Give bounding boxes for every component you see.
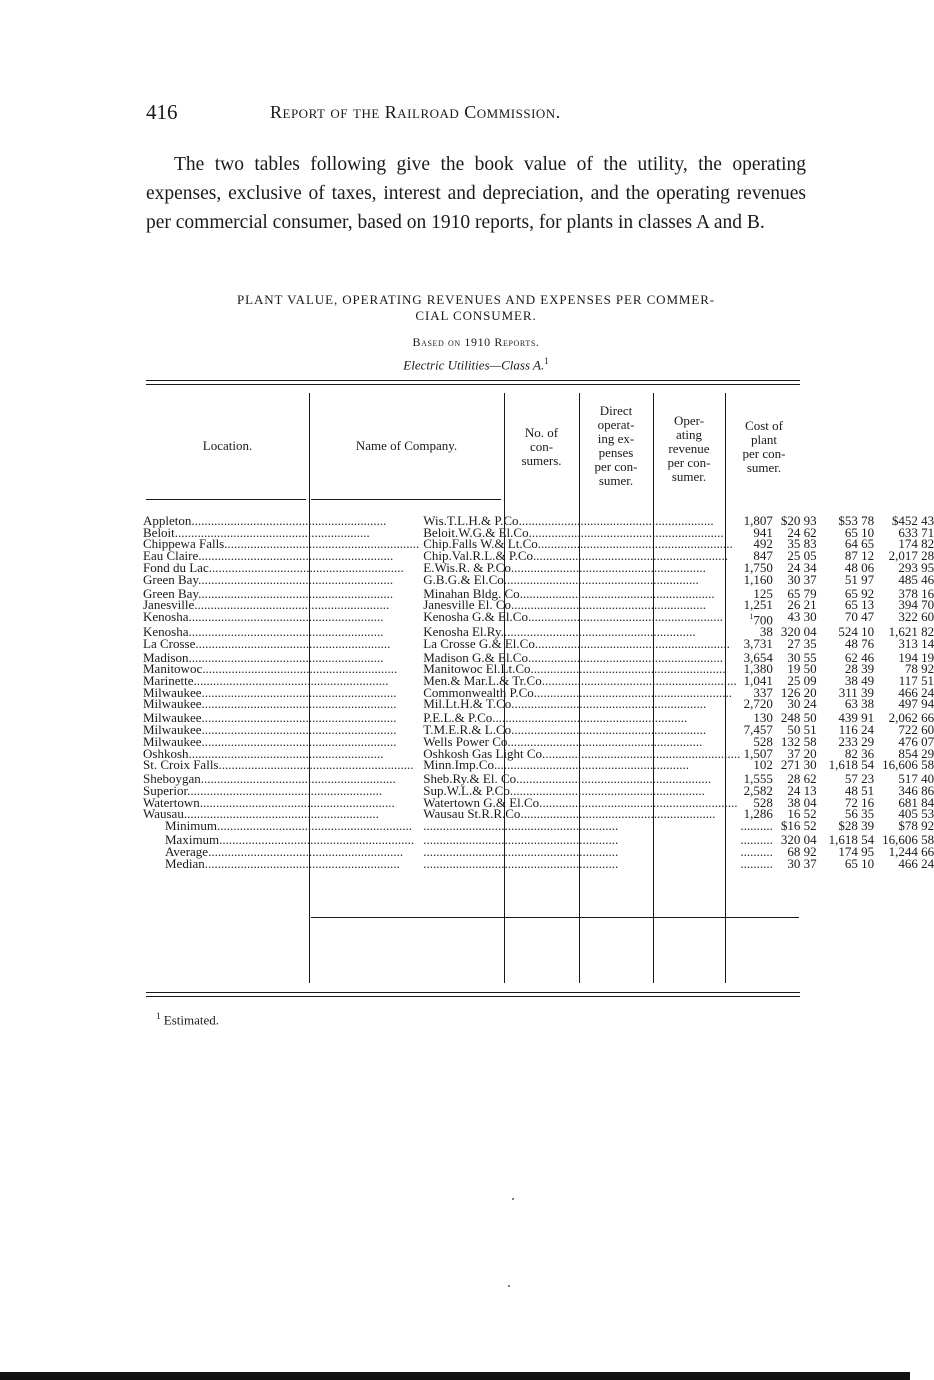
plant-cost-cell-value: 485 46 [898, 571, 934, 587]
direct-expenses-cell-value: 132 58 [780, 733, 817, 749]
leader-dots: ............................................................ [188, 649, 384, 665]
leader-dots: ............................................................ [541, 673, 737, 689]
company-cell-value: G.B.G.& El.Co [423, 571, 504, 587]
direct-expenses-cell-value: 30 37 [787, 571, 817, 587]
operating-revenue-cell-value: 51 97 [844, 571, 875, 587]
plant-cost-cell-value: 194 19 [898, 649, 934, 665]
header-line: per con- [742, 446, 786, 461]
table-subtitle: Based on 1910 Reports. [412, 335, 540, 349]
leader-dots: ............................................................ [518, 513, 714, 528]
leader-dots: ............................................................ [492, 710, 688, 726]
leader-dots: .......... [740, 855, 773, 871]
location-cell-value: Milwaukee [143, 733, 202, 749]
company-cell-value: La Crosse G.& El.Co [423, 635, 535, 651]
header-line: sumer. [598, 473, 634, 488]
direct-expenses-cell-value: 271 30 [780, 757, 817, 773]
consumers-cell-value: 1,750 [743, 559, 773, 575]
leader-dots: ............................................................ [423, 818, 619, 834]
leader-dots: ............................................................ [208, 559, 404, 575]
operating-revenue-cell-value: 116 24 [838, 722, 875, 738]
consumers-cell-value: 2,720 [743, 696, 773, 712]
leader-dots: ............................................................ [533, 548, 729, 564]
leader-dots: ............................................................ [511, 597, 706, 613]
header-line: sumer. [746, 460, 782, 475]
direct-expenses-cell-value: 35 83 [787, 536, 817, 552]
direct-expenses-cell-value: 16 52 [787, 806, 817, 822]
header-line: ating [676, 427, 702, 442]
leader-dots: ............................................................ [219, 832, 415, 848]
header-line: sumers. [521, 453, 562, 468]
leader-dots: ............................................................ [224, 536, 420, 552]
location-cell-value: Beloit [143, 524, 175, 540]
column-header-consumers [504, 426, 579, 468]
summary-label-cell-value: Maximum [165, 832, 220, 848]
plant-cost-cell-value: $452 43 [891, 513, 934, 528]
leader-dots: ............................................................ [527, 649, 723, 665]
company-cell-value: Oshkosh Gas Light Co. [423, 745, 546, 761]
company-cell-value: Manitowoc El.Lt.Co [423, 661, 531, 677]
location-cell-value: Milwaukee [143, 722, 202, 738]
summary-revenue-cell-value: 1,618 54 [828, 832, 875, 848]
page-number: 416 [146, 100, 178, 124]
consumers-cell-value: 102 [753, 757, 773, 773]
consumers-cell-value: 1,160 [743, 571, 773, 587]
direct-expenses-cell-value: 25 05 [787, 548, 817, 564]
plant-cost-cell-value: 293 95 [898, 559, 934, 575]
operating-revenue-cell-value: 28 39 [844, 661, 875, 677]
summary-label-cell [143, 855, 419, 871]
company-cell-value: Sup.W.L.& P.Co [423, 782, 510, 798]
header-line: penses [598, 445, 634, 460]
leader-dots: ............................................................ [198, 571, 394, 587]
table-title [146, 292, 806, 324]
consumers-cell-value: 337 [753, 684, 773, 700]
direct-expenses-cell-value: 248 50 [780, 710, 817, 726]
leader-dots: ............................................................ [530, 661, 726, 677]
operating-revenue-cell-value: 48 76 [844, 635, 875, 651]
company-cell-value: Chip.Val.R.L.& P.Co [423, 548, 534, 564]
consumers-cell-value: 1,251 [743, 597, 773, 613]
location-cell-value: Sheboygan [143, 771, 201, 787]
plant-cost-cell-value: 117 51 [898, 673, 934, 689]
operating-revenue-cell-value: 1,618 54 [828, 757, 875, 773]
consumers-cell [740, 599, 781, 611]
operating-revenue-cell-value: 64 65 [844, 536, 875, 552]
leader-dots: .......... [740, 843, 773, 859]
operating-revenue-cell-value: 439 91 [838, 710, 875, 726]
plant-cost-cell-value: 722 60 [898, 722, 934, 738]
header-line: Cost of [745, 418, 783, 433]
summary-label-cell-value: Minimum [165, 818, 218, 834]
leader-dots: ............................................................ [191, 513, 387, 528]
leader-dots: .......... [740, 818, 773, 834]
column-header-plant-cost [725, 419, 803, 475]
plant-cost-cell-value: 517 40 [898, 771, 934, 787]
leader-dots: ............................................................ [516, 771, 712, 787]
direct-expenses-cell-value: 38 04 [787, 794, 817, 810]
summary-plant-cell-value: $78 92 [898, 818, 934, 834]
location-cell-value: Fond du Lac [143, 559, 209, 575]
leader-dots: ............................................................ [201, 696, 397, 712]
location-cell-value: Kenosha [143, 608, 189, 624]
operating-revenue-cell-value: 70 47 [844, 608, 875, 624]
direct-expenses-cell-value: $20 93 [780, 513, 817, 528]
consumers-cell-value: 1,041 [743, 673, 773, 689]
summary-direct-cell-value: 320 04 [780, 832, 817, 848]
header-line: Direct [599, 403, 633, 418]
summary-plant-cell-value: 466 24 [898, 855, 934, 871]
leader-dots: ............................................................ [537, 536, 733, 552]
summary-revenue-cell-value: 174 95 [838, 843, 875, 859]
footnote-text: Estimated. [163, 1012, 219, 1028]
leader-dots: ............................................................ [218, 757, 414, 773]
location-cell-value: Superior [143, 782, 188, 798]
footnote-mark: 1 [156, 1011, 161, 1021]
plant-cost-cell-value: 394 70 [898, 597, 934, 613]
intro-text: The two tables following give the book value of the utility, the operating expenses, exclusive of taxes, interest and depreciation, and the operating revenues per commercial consumer, based on 1910 reports, for plants in classes A and B. [146, 154, 806, 233]
leader-dots: .......... [740, 832, 773, 848]
leader-dots: ............................................................ [500, 623, 696, 639]
consumers-cell-value: 528 [753, 794, 773, 810]
location-cell-value: Madison [143, 649, 189, 665]
location-cell-value: Oshkosh [143, 745, 189, 761]
leader-dots: ............................................................ [198, 548, 394, 564]
table-top-rule-1 [146, 380, 800, 381]
header-line: con- [529, 439, 554, 454]
column-header-direct-expenses [579, 404, 653, 488]
utilities-table [143, 515, 934, 869]
operating-revenue-cell-value: 65 92 [844, 585, 875, 601]
leader-dots: ............................................................ [202, 661, 398, 677]
summary-direct-cell [781, 855, 829, 871]
leader-dots: ............................................................ [201, 733, 397, 749]
leader-dots: ............................................................ [193, 673, 389, 689]
page-header [146, 100, 806, 130]
table-body [143, 515, 934, 869]
location-cell-value: Janesville [143, 597, 195, 613]
company-cell-value: Mil.Lt.H.& T.Co [423, 696, 512, 712]
plant-cost-cell-value: 322 60 [898, 608, 934, 624]
operating-revenue-cell-value: 311 39 [838, 684, 875, 700]
plant-cost-cell-value: 174 82 [898, 536, 934, 552]
consumers-cell-value: 941 [753, 524, 773, 540]
direct-expenses-cell-value: 24 62 [787, 524, 817, 540]
leader-dots: ............................................................ [542, 794, 738, 810]
plant-cost-cell-value: 1,621 82 [888, 623, 934, 639]
consumers-cell-value: 847 [753, 548, 773, 564]
summary-direct-cell-value: 30 37 [787, 855, 817, 871]
location-cell-value: Eau Claire [143, 548, 199, 564]
summary-plant-cell-value: 16,606 58 [882, 832, 934, 848]
summary-rule [311, 917, 799, 918]
leader-dots: ............................................................ [511, 722, 707, 738]
company-cell-value: Kenosha El.Ry [423, 623, 501, 639]
leader-dots: ............................................................ [217, 818, 413, 834]
plant-cost-cell-value: 466 24 [898, 684, 934, 700]
plant-cost-cell-value: 633 71 [898, 524, 934, 540]
operating-revenue-cell-value: 72 16 [844, 794, 875, 810]
summary-row [143, 858, 934, 870]
consumers-cell-value: 38 [759, 623, 773, 639]
scan-speck [512, 1198, 514, 1200]
direct-expenses-cell-value: 19 50 [787, 661, 817, 677]
consumers-cell-value: 3,654 [743, 649, 773, 665]
plant-cost-cell-value: 16,606 58 [882, 757, 934, 773]
location-cell-value: Milwaukee [143, 710, 202, 726]
company-cell-value: Watertown G.& El.Co. [423, 794, 543, 810]
consumers-cell-value: 528 [753, 733, 773, 749]
header-line: per con- [667, 455, 711, 470]
leader-dots: ............................................................ [509, 782, 705, 798]
leader-dots: ............................................................ [194, 597, 390, 613]
plant-cost-cell-value: 497 94 [898, 696, 934, 712]
summary-direct-cell-value: $16 52 [780, 818, 817, 834]
location-cell-value: Milwaukee [143, 684, 202, 700]
location-cell-value: Watertown [143, 794, 200, 810]
company-cell-value: P.E.L.& P.Co [423, 710, 493, 726]
column-header-company: Name of Company. [355, 438, 458, 453]
location-cell-value: Marinette [143, 673, 194, 689]
company-cell-value: Chip.Falls W.& Lt.Co [423, 536, 538, 552]
scan-edge-bar [0, 1372, 910, 1380]
direct-expenses-cell-value: 26 21 [787, 597, 817, 613]
direct-expenses-cell-value: 30 55 [787, 649, 817, 665]
direct-expenses-cell-value: 27 35 [787, 635, 817, 651]
location-cell-value: Green Bay [143, 571, 199, 587]
header-line: Oper- [673, 413, 705, 428]
operating-revenue-cell-value: 63 38 [844, 696, 875, 712]
header-line: operat- [597, 417, 635, 432]
plant-cost-cell-value: 78 92 [904, 661, 934, 677]
leader-dots: ............................................................ [201, 722, 397, 738]
running-head: Report of the Railroad Commission. [270, 102, 561, 122]
consumers-cell-value: 1,507 [743, 745, 773, 761]
leader-dots: ............................................................ [520, 806, 716, 822]
operating-revenue-cell-value: 87 12 [844, 548, 875, 564]
summary-consumers-cell [740, 855, 781, 871]
estimate-footnote-mark: 1 [749, 611, 754, 621]
header-line: per con- [594, 459, 638, 474]
company-cell-value: Wis.T.L.H.& P.Co [423, 513, 519, 528]
operating-revenue-cell-value: 48 06 [844, 559, 875, 575]
operating-revenue-cell-value: 65 10 [844, 524, 875, 540]
operating-revenue-cell-value: 524 10 [838, 623, 875, 639]
operating-revenue-cell-value: 62 46 [844, 649, 875, 665]
direct-expenses-cell-value: 320 04 [780, 623, 817, 639]
direct-expenses-cell-value: 30 24 [787, 696, 817, 712]
consumers-cell-value: 125 [753, 585, 773, 601]
direct-expenses-cell-value: 126 20 [780, 684, 817, 700]
leader-dots: ............................................................ [423, 832, 619, 848]
direct-expenses-cell-value: 50 51 [787, 722, 817, 738]
consumers-cell-value: 1,380 [743, 661, 773, 677]
summary-plant-cell-value: 1,244 66 [888, 843, 934, 859]
plant-cost-cell-value: 313 14 [898, 635, 934, 651]
company-cell-value: Madison G.& El.Co [423, 649, 528, 665]
operating-revenue-cell-value: 48 51 [844, 782, 875, 798]
intro-paragraph [146, 150, 806, 237]
header-line: plant [751, 432, 777, 447]
table-bottom-rule-2 [146, 996, 800, 997]
leader-dots: ............................................................ [188, 745, 384, 761]
leader-dots: ............................................................ [510, 559, 706, 575]
company-cell-value: Minn.Imp.Co [423, 757, 495, 773]
summary-revenue-cell-value: $28 39 [838, 818, 875, 834]
leader-dots: ............................................................ [187, 782, 383, 798]
summary-label-cell-value: Average [165, 843, 209, 859]
leader-dots: ............................................................ [208, 843, 404, 859]
consumers-cell-value: 3,731 [743, 635, 773, 651]
class-title-text: Electric Utilities—Class A. [403, 357, 545, 373]
leader-dots: ............................................................ [527, 608, 723, 624]
company-cell-value: E.Wis.R. & P.Co [423, 559, 511, 575]
direct-expenses-cell-value: 65 79 [787, 585, 817, 601]
leader-dots: ............................................................ [545, 745, 741, 761]
leader-dots: ............................................................ [423, 843, 619, 859]
plant-cost-cell-value: 854 29 [898, 745, 934, 761]
leader-dots: ............................................................ [507, 733, 703, 749]
company-cell-value: Wausau St.R.R.Co [423, 806, 521, 822]
leader-dots: ............................................................ [188, 608, 384, 624]
scan-speck [508, 1285, 510, 1287]
plant-cost-cell-value: 405 53 [898, 806, 934, 822]
leader-dots: ............................................................ [201, 710, 397, 726]
location-cell-value: La Crosse [143, 635, 196, 651]
operating-revenue-cell-value: 38 49 [844, 673, 875, 689]
leader-dots: ............................................................ [423, 855, 619, 871]
direct-expenses-cell-value: 43 30 [787, 608, 817, 624]
company-cell-value: Kenosha G.& El.Co [423, 608, 528, 624]
column-header-operating-revenue [653, 414, 725, 484]
company-cell-value: Men.& Mar.L.& Tr.Co [423, 673, 542, 689]
company-cell-value: Minahan Bldg. Co [423, 585, 520, 601]
location-cell-value: Green Bay [143, 585, 199, 601]
plant-cost-cell-value: 681 84 [898, 794, 934, 810]
company-cell-value: Commonwealth P.Co. [423, 684, 538, 700]
location-header-rule [146, 499, 306, 500]
header-line: No. of [524, 425, 559, 440]
table-bottom-rule-1 [146, 992, 800, 993]
leader-dots: ............................................................ [511, 696, 707, 712]
leader-dots: ............................................................ [528, 524, 724, 540]
direct-expenses-cell-value: 25 09 [787, 673, 817, 689]
company-cell-value: Beloit.W.G.& El.Co [423, 524, 529, 540]
plant-cost-cell-value: 476 07 [898, 733, 934, 749]
leader-dots: ............................................................ [183, 806, 379, 822]
plant-cost-cell-value: 2,017 28 [888, 548, 934, 564]
table-title-line-2: CIAL CONSUMER. [415, 308, 537, 323]
leader-dots: ............................................................ [494, 757, 690, 773]
class-title-footnote-mark: 1 [544, 356, 549, 366]
column-header-location: Location. [202, 438, 253, 453]
company-cell-value: Janesville El. Co [423, 597, 511, 613]
class-title [146, 356, 806, 373]
direct-expenses-cell-value: 24 13 [787, 782, 817, 798]
consumers-cell-value: 130 [753, 710, 773, 726]
summary-plant-cell [882, 855, 934, 871]
summary-direct-cell-value: 68 92 [787, 843, 817, 859]
operating-revenue-cell-value: 57 23 [844, 771, 875, 787]
header-line: revenue [668, 441, 710, 456]
leader-dots: ............................................................ [503, 571, 699, 587]
summary-revenue-cell-value: 65 10 [844, 855, 875, 871]
leader-dots: ............................................................ [174, 524, 370, 540]
location-cell-value: Kenosha [143, 623, 189, 639]
leader-dots: ............................................................ [201, 684, 397, 700]
summary-revenue-cell [829, 855, 883, 871]
plant-cost-cell-value: 346 86 [898, 782, 934, 798]
company-cell-value: Wells Power Co [423, 733, 508, 749]
footnote [156, 1011, 219, 1028]
header-line: sumer. [671, 469, 707, 484]
leader-dots: ............................................................ [534, 635, 730, 651]
location-cell-value: Chippewa Falls [143, 536, 225, 552]
direct-expenses-cell-value: 28 62 [787, 771, 817, 787]
consumers-cell-value: 492 [753, 536, 773, 552]
location-cell-value: St. Croix Falls [143, 757, 219, 773]
company-cell-value: T.M.E.R.& L.Co [423, 722, 512, 738]
consumers-cell-value: 700 [753, 612, 773, 628]
table-top-rule-2 [146, 384, 800, 385]
operating-revenue-cell-value: 233 29 [838, 733, 875, 749]
leader-dots: ............................................................ [188, 623, 384, 639]
company-header-rule [311, 499, 501, 500]
consumers-cell-value: 1,807 [743, 513, 773, 528]
consumers-cell-value: 1,555 [743, 771, 773, 787]
company-cell-value: Sheb.Ry.& El. Co [423, 771, 517, 787]
direct-expenses-cell-value: 37 20 [787, 745, 817, 761]
plant-cost-cell-value: 378 16 [898, 585, 934, 601]
leader-dots: ............................................................ [537, 684, 733, 700]
operating-revenue-cell-value: 82 36 [844, 745, 875, 761]
consumers-cell-value: 1,286 [743, 806, 773, 822]
operating-revenue-cell-value: 56 35 [844, 806, 875, 822]
leader-dots: ............................................................ [519, 585, 715, 601]
consumers-cell-value: 2,582 [743, 782, 773, 798]
summary-label-cell-value: Median [165, 855, 205, 871]
consumers-cell-value: 7,457 [743, 722, 773, 738]
leader-dots: ............................................................ [198, 585, 394, 601]
leader-dots: ............................................................ [199, 794, 395, 810]
leader-dots: ............................................................ [195, 635, 391, 651]
header-line: ing ex- [597, 431, 635, 446]
table-title-line-1: PLANT VALUE, OPERATING REVENUES AND EXPENSES PER COMMER- [237, 292, 715, 307]
operating-revenue-cell-value: 65 13 [844, 597, 875, 613]
location-cell-value: Wausau [143, 806, 184, 822]
location-cell-value: Milwaukee [143, 696, 202, 712]
location-cell-value: Manitowoc [143, 661, 203, 677]
summary-company-cell [419, 855, 740, 871]
operating-revenue-cell-value: $53 78 [838, 513, 875, 528]
leader-dots: ............................................................ [204, 855, 400, 871]
direct-expenses-cell-value: 24 34 [787, 559, 817, 575]
leader-dots: ............................................................ [200, 771, 396, 787]
location-cell-value: Appleton [143, 513, 192, 528]
plant-cost-cell-value: 2,062 66 [888, 710, 934, 726]
